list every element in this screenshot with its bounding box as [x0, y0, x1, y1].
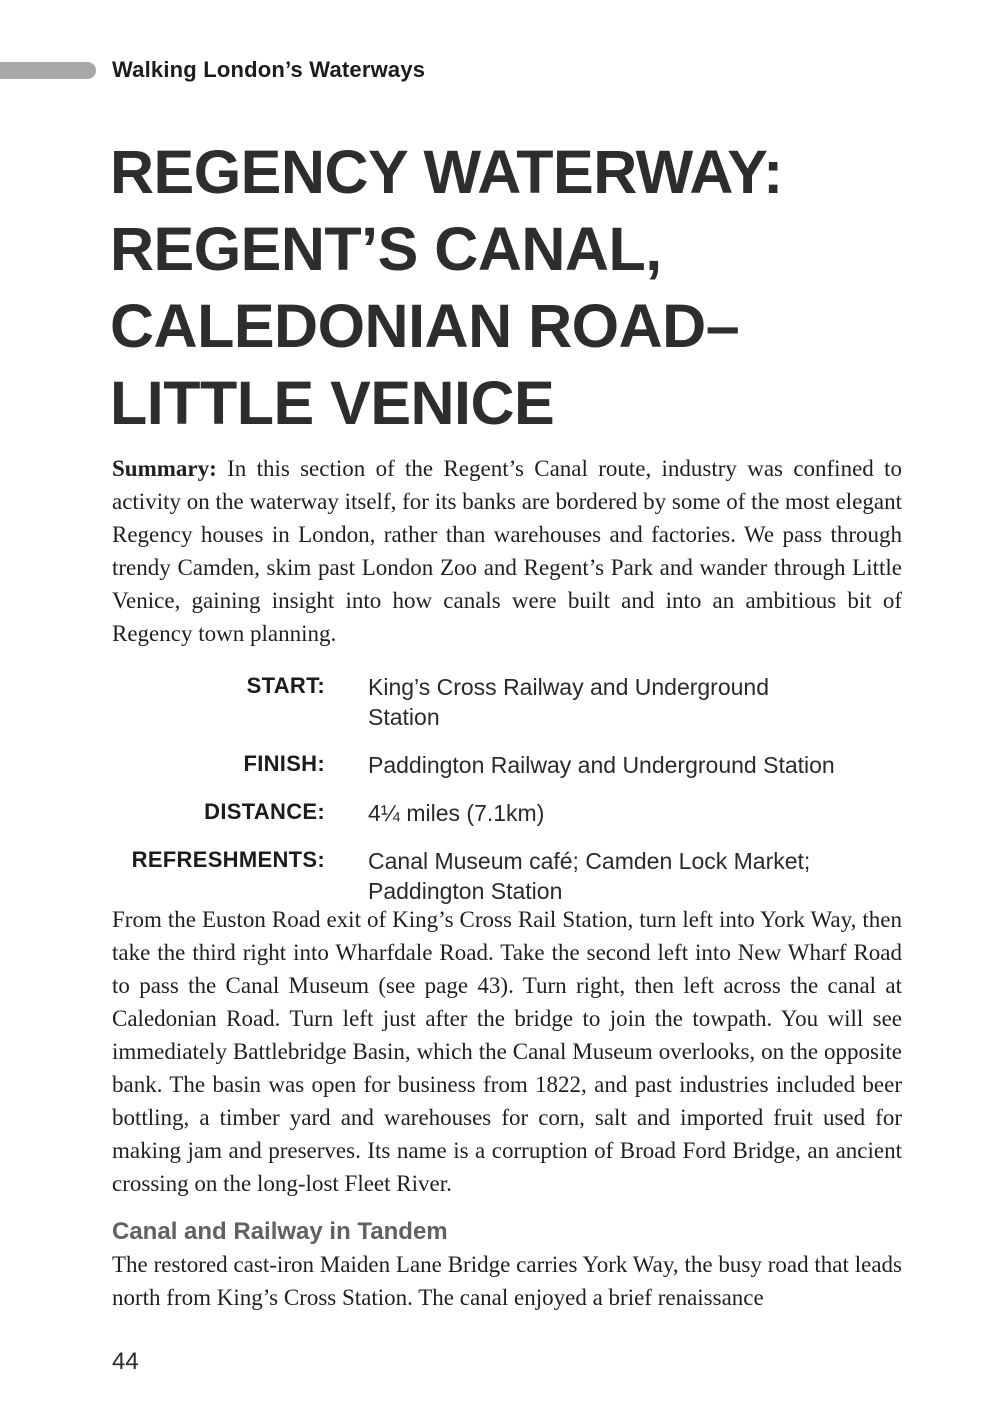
route-info-label-refreshments: REFRESHMENTS:: [131, 847, 325, 872]
section-paragraph: The restored cast-iron Maiden Lane Bridge carries York Way, the busy road that leads north from King’s Cross Station. The canal enjoyed a brief renaissance: [112, 1252, 902, 1310]
chapter-title-line-4: LITTLE VENICE: [110, 369, 555, 437]
route-info-value-start: King’s Cross Railway and Underground Station: [368, 674, 770, 730]
route-info-label-distance: DISTANCE:: [204, 799, 325, 824]
chapter-tab-bar: [0, 62, 96, 79]
chapter-title-line-2: REGENT’S CANAL,: [110, 215, 662, 283]
summary-label: Summary:: [112, 456, 217, 481]
body-paragraph: From the Euston Road exit of King’s Cross Rail Station, turn left into York Way, then take the third right into Wharfdale Road. Take the second left into New Wharf Road to pass the Canal Museum (see page 43). Turn right, then left across the canal at Caledonian Road. Turn left just after the bridge to join the towpath. You will see immediately Battlebridge Basin, which the Canal Museum overlooks, on the opposite bank. The basin was open for business from 1822, and past industries included beer bottling, a timber yard and warehouses for corn, salt and imported fruit used for making jam and preserves. Its name is a corruption of Broad Ford Bridge, an ancient crossing on the long-lost Fleet River.: [112, 907, 902, 1196]
summary-paragraph: [112, 452, 902, 650]
section-heading: Canal and Railway in Tandem: [112, 1218, 448, 1245]
route-info-value-distance: 4¼ miles (7.1km): [368, 800, 545, 826]
route-info-block: [112, 672, 902, 906]
page-number: 44: [112, 1348, 139, 1375]
chapter-title-line-1: REGENCY WATERWAY:: [110, 138, 783, 206]
summary-text: In this section of the Regent’s Canal route, industry was confined to activity on the waterway itself, for its banks are bordered by some of the most elegant Regency houses in London, rather than warehouses and factories. We pass through trendy Camden, skim past London Zoo and Regent’s Park and wander through Little Venice, gaining insight into how canals were built and into an ambitious bit of Regency town planning.: [112, 456, 902, 646]
route-info-label-finish: FINISH:: [243, 751, 325, 776]
running-header-series-title: Walking London’s Waterways: [112, 57, 426, 82]
chapter-title-line-3: CALEDONIAN ROAD–: [110, 292, 740, 360]
route-info-value-refreshments: Canal Museum café; Camden Lock Market; Paddington Station: [368, 848, 811, 904]
chapter-title: [110, 134, 950, 442]
route-info-value-finish: Paddington Railway and Underground Station: [368, 752, 835, 778]
route-info-label-start: START:: [246, 673, 325, 698]
